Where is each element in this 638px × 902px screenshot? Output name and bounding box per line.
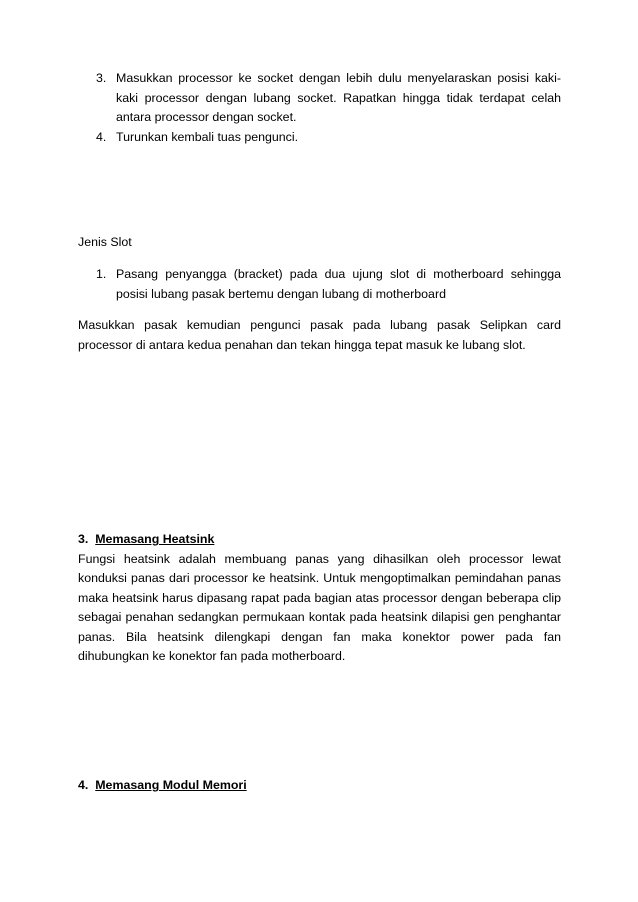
- section-number: 4.: [78, 778, 89, 792]
- section-number: 3.: [78, 532, 89, 546]
- list-number: 1.: [96, 267, 107, 281]
- jenis-slot-list: [78, 265, 561, 304]
- list-item-text: Turunkan kembali tuas pengunci.: [116, 129, 299, 144]
- list-item: [78, 265, 561, 304]
- list-number: 3.: [96, 71, 107, 85]
- jenis-slot-paragraph: [78, 316, 561, 355]
- section-heading: [78, 530, 561, 550]
- list-item: [78, 128, 561, 148]
- section-heading: [78, 776, 561, 796]
- subheading: Jenis Slot: [78, 235, 132, 249]
- list-item-text: Masukkan processor ke socket dengan lebih dulu menyelaraskan posisi kaki-kaki processor dengan lubang socket. Rapatkan hingga tidak terdapat celah antara processor dengan socket.: [116, 71, 561, 124]
- instruction-list-top: [78, 69, 561, 147]
- list-number: 4.: [96, 129, 107, 144]
- jenis-slot-title: [78, 233, 561, 253]
- list-item: [78, 69, 561, 128]
- section-4: [78, 776, 561, 796]
- section-title: Memasang Modul Memori: [95, 778, 247, 792]
- section-title: Memasang Heatsink: [95, 532, 215, 546]
- list-item-text: Pasang penyangga (bracket) pada dua ujung slot di motherboard sehingga posisi lubang pasak bertemu dengan lubang di motherboard: [116, 267, 561, 301]
- paragraph: Masukkan pasak kemudian pengunci pasak pada lubang pasak Selipkan card processor di antara kedua penahan dan tekan hingga tepat masuk ke lubang slot.: [78, 318, 561, 352]
- section-body: Fungsi heatsink adalah membuang panas yang dihasilkan oleh processor lewat konduksi panas dari processor ke heatsink. Untuk mengoptimalkan pemindahan panas maka heatsink harus dipasang rapat pada bagian atas processor dengan beberapa clip sebagai penahan sedangkan permukaan kontak pada heatsink dilapisi gen penghantar panas. Bila heatsink dilengkapi dengan fan maka konektor power pada fan dihubungkan ke konektor fan pada motherboard.: [78, 551, 561, 663]
- section-3: [78, 530, 561, 667]
